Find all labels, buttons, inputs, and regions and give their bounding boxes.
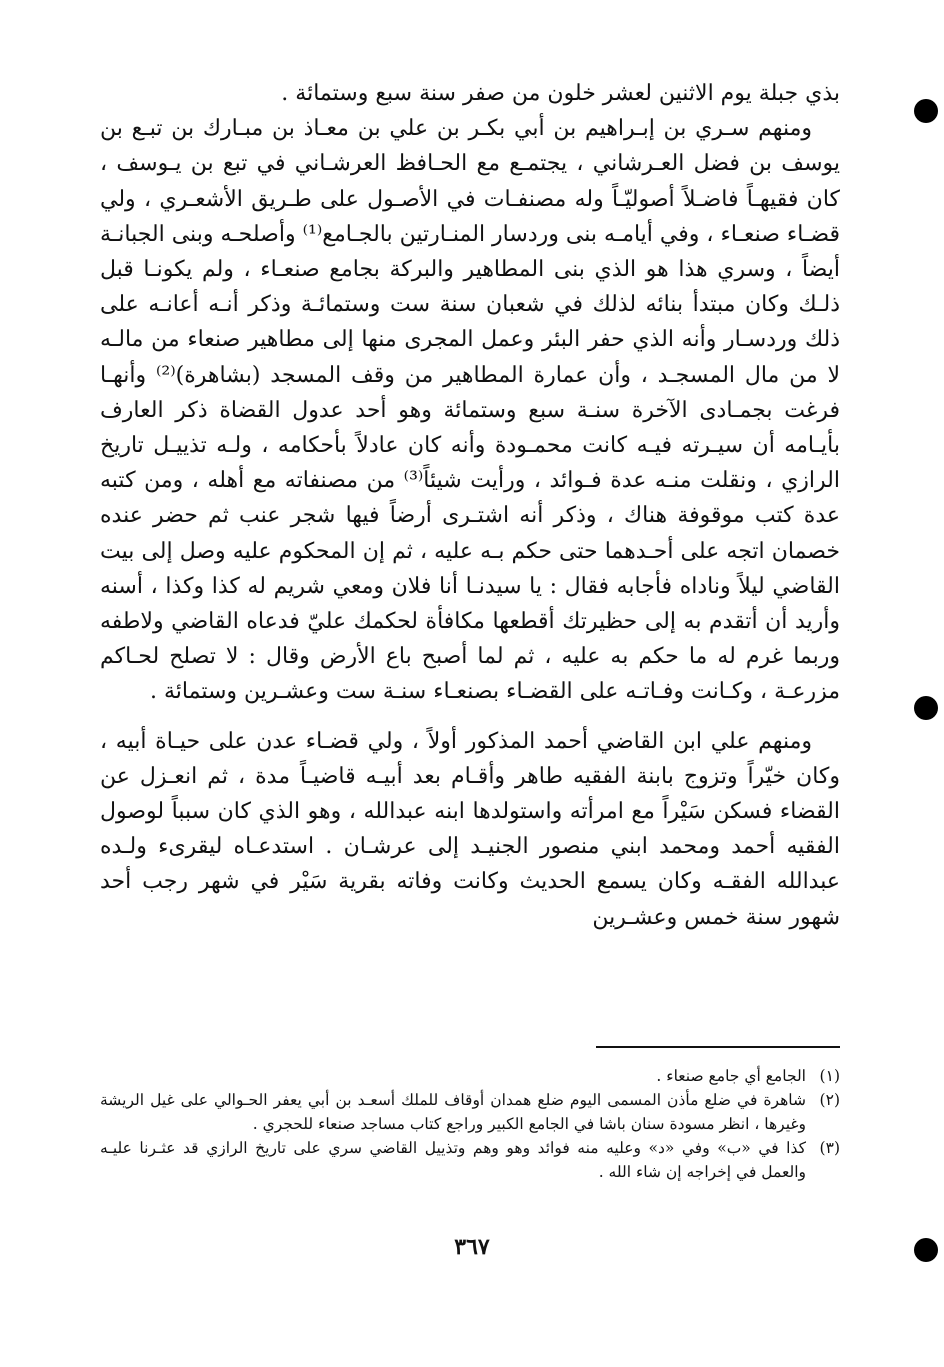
paragraph-sari: ومنهم سـري بن إبـراهيم بن أبي بكـر بن علي بن معـاذ بن مبـارك بن تبـع بن يوسف بن فضل العـرشاني ، يجتمـع مع الحـافظ العرشـاني في تبع بن يـوسف ، كان فقيهـاً فاضـلاً أصوليّـاً وله مصنفـات في الأصـول على طـريق الأشعـري ، ولي قضـاء صنعـاء ، وفي أيامـه بنى وردسار المنـارتين بالجـامع⁽¹⁾ وأصلحـه وبنى الجبانـة أيضاً ، وسري هذا هو الذي بنى المطاهير والبركة بجامع صنعـاء ، ولم يكونـا قبل ذلـك وكان مبتدأ بنائه لذلك في شعبان سنة ست وستمائـة وذكر أنـه أعانـه على ذلك وردسـار وأنه الذي حفر البئر وعمل المجرى منها إلى مطاهير صنعاء من مالـه لا من مال المسجـد ، وأن عمارة المطاهير من وقف المسجد (بشاهرة)⁽²⁾ وأنهـا فرغت بجمـادى الآخرة سنـة سبع وستمائة وهو أحد عدول القضاة ذكر العارف بأيـامه أن سيـرته فيـه كانت محمـودة وأنه كان عادلاً بأحكامه ، ولـه تذييـل تاريخ الرازي ، ونقلت منـه عدة فـوائد ، ورأيت شيئاً⁽³⁾ من مصنفاته مع أهله ، ومن كتبه عدة كتب موقوفة هناك ، وذكر أنه اشتـرى أرضاً فيها شجر عنب ثم حضر عنده خصمان اتجه على أحـدهما حتى حكم بـه عليه ، ثم إن المحكوم عليه وصل إلى بيت القاضي ليلاً وناداه فأجابه فقال : يا سيدنـا أنا فلان ومعي شريم له كذا وكذا ، أسنه وأريد أن أتقدم به إلى حظيرتك أقطعها مكافأة لحكمك عليّ فدعاه القاضي ولاطفه وربما غرم له ما حكم به عليه ، ثم لما أصبح باع الأرض وقال : لا تصلح لحـاكم مزرعـة ، وكـانت وفـاتـه على القضـاء بصنعـاء سنـة ست وعشـرين وستمائة . xyxy=(100,116,841,705)
footnote xyxy=(100,1136,840,1184)
footnote-text: كذا في «ب» وفي «د» وعليه منه فوائد وهو وهم وتذييل القاضي سري على تاريخ الرازي قد عثـرنا عليـه والعمل في إخراجه إن شاء الله . xyxy=(100,1139,806,1181)
footnote-number: (٢) xyxy=(819,1091,840,1109)
footnote-text: شاهرة في ضلع مأذن المسمى اليوم ضلع همدان أوقاف للملك أسعـد بن أبي يعفر الحـوالي على غيل الريشة وغيرها ، انظر مسودة سنان باشا في الجامع الكبير وراجع كتاب مساجد صنعاء للحجري . xyxy=(100,1091,806,1133)
main-text xyxy=(100,76,840,935)
footnote xyxy=(100,1088,840,1136)
footnote-separator xyxy=(596,1046,840,1048)
footnotes xyxy=(100,1064,840,1184)
footnote xyxy=(100,1064,840,1088)
page-number: ٣٦٧ xyxy=(454,1234,490,1260)
footnote-number: (١) xyxy=(819,1067,840,1085)
paragraph-continuation: بذي جبلة يوم الاثنين لعشر خلون من صفر سنة سبع وستمائة . xyxy=(281,81,840,106)
punch-hole-top xyxy=(914,99,938,123)
punch-hole-bottom xyxy=(914,1238,938,1262)
paragraph-ali: ومنهم علي ابن القاضي أحمد المذكور أولاً ، ولي قضـاء عدن على حيـاة أبيه ، وكان خيّراً وتزوج بابنة الفقيه طاهر وأقـام بعد أبيـه قاضيـاً مدة ، ثم انعـزل عن القضاء فسكن سَيْراً مع امرأته واستولدها ابنه عبدالله ، وهو الذي كان سبباً لوصول الفقيه أحمد ومحمد ابني منصور الجنيـد إلى عرشـان . استدعـاه ليقرىء ولـده عبدالله الفقـه وكان يسمع الحديث وكانت وفاته بقرية سَيْر في شهر رجب أحد شهور سنة خمس وعشـرين xyxy=(100,728,840,930)
punch-hole-middle xyxy=(914,696,938,720)
footnote-text: الجامع أي جامع صنعاء . xyxy=(656,1067,806,1085)
footnote-number: (٣) xyxy=(819,1139,840,1157)
